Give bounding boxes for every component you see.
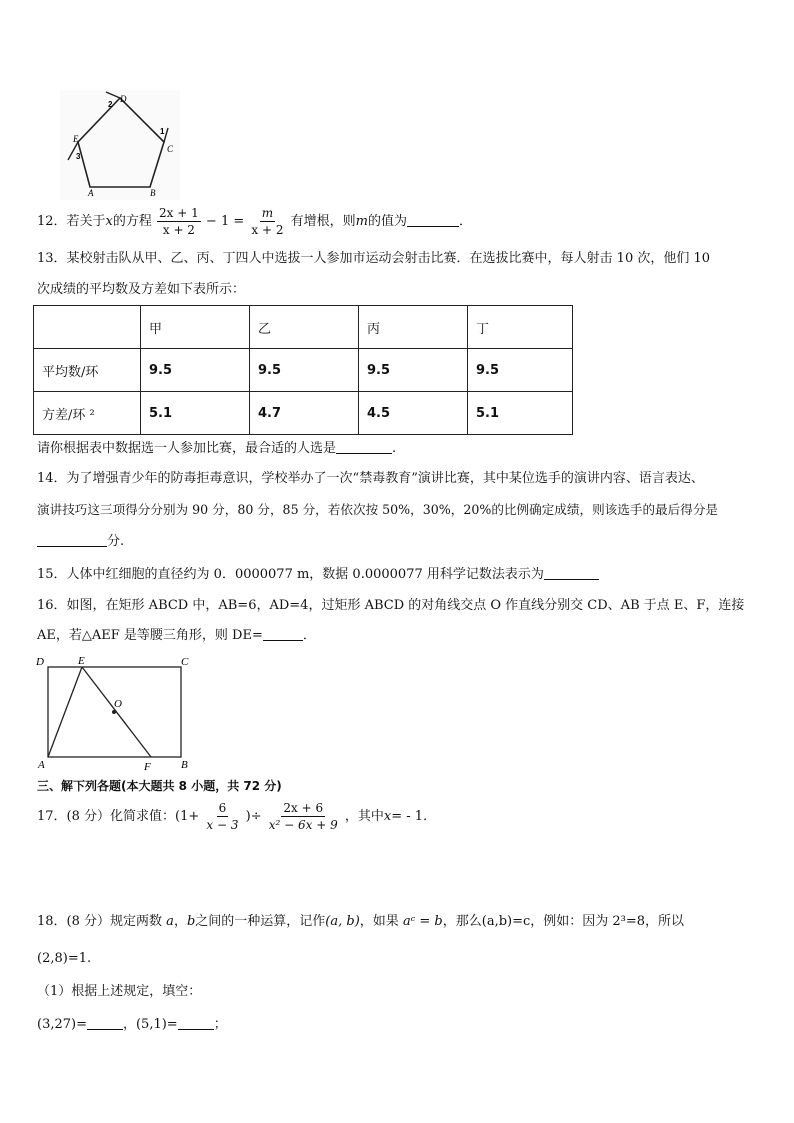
table-header-cell (34, 306, 141, 349)
label-O: O (114, 698, 122, 710)
label-E: E (78, 655, 85, 667)
question-13-line-1: 13．某校射击队从甲、乙、丙、丁四人中选拔一人参加市运动会射击比赛．在选拔比赛中，每人射击 10 次，他们 10 (37, 251, 711, 266)
label-3: 3 (76, 152, 81, 161)
section-heading: 三、解下列各题(本大题共 8 小题，共 72 分) (37, 779, 282, 793)
label-2: 2 (108, 100, 113, 109)
table-header-cell: 甲 (141, 306, 250, 349)
label-C: C (167, 144, 174, 154)
table-header-cell: 丁 (468, 306, 573, 349)
table-header-cell: 丙 (359, 306, 468, 349)
answer-blank-12[interactable] (407, 213, 459, 227)
question-16-line-2: AE，若△AEF 是等腰三角形，则 DE= ． (37, 628, 316, 643)
table-cell: 5.1 (141, 392, 250, 435)
question-15: 15．人体中红细胞的直径约为 0．0000077 m，数据 0.0000077 用科学记数法表示为 (37, 566, 599, 584)
row-label: 平均数/环 (34, 349, 141, 392)
table-cell: 9.5 (468, 349, 573, 392)
label-F: F (144, 761, 151, 773)
table-cell: 9.5 (250, 349, 359, 392)
answer-blank-18b[interactable] (178, 1016, 214, 1030)
question-18-line-4: (3,27)= ，(5,1)= ； (37, 1017, 227, 1032)
question-14-line-1: 14．为了增强青少年的防毒拒毒意识，学校举办了一次“禁毒教育”演讲比赛，其中某位选手的演讲内容、语言表达、 (37, 471, 704, 486)
q12-fraction-1: $\frac{2x + 1}{x + 2}$ (159, 206, 199, 237)
q17-fraction-1: $\frac{6}{x - 3}$ (206, 801, 239, 832)
label-C: C (181, 656, 189, 668)
question-16-line-1: 16．如图，在矩形 ABCD 中，AB=6，AD=4，过矩形 ABCD 的对角线交点 O 作直线分别交 CD、AB 于点 E、F，连接 (37, 598, 745, 613)
row-label: 方差/环 ² (34, 392, 141, 435)
table-cell: 9.5 (359, 349, 468, 392)
answer-blank-14[interactable] (37, 533, 107, 547)
question-13-line-3: 请你根据表中数据选一人参加比赛，最合适的人选是 . (37, 441, 397, 456)
table-cell: 9.5 (141, 349, 250, 392)
label-A: A (88, 188, 94, 198)
pentagon-figure (60, 90, 180, 200)
rectangle-figure (34, 652, 204, 774)
q12-fraction-2: $\frac{m}{x + 2}$ (251, 206, 284, 237)
label-B: B (150, 188, 156, 198)
table-row (34, 349, 573, 392)
q17-fraction-2: $\frac{2x + 6}{\text{x² − 6x + 9}}$ (268, 801, 338, 832)
question-18-line-3: （1）根据上述规定，填空： (37, 984, 202, 999)
question-13-line-2: 次成绩的平均数及方差如下表所示： (37, 282, 246, 297)
question-17: 17．(8 分）化简求值：(1+ $\frac{6}{x - 3}$ )÷ $\frac{2x + 6}{\text{x² − 6x + 9}}$ ，其中x= - 1． (37, 801, 437, 832)
question-18-line-2: (2,8)=1. (37, 951, 92, 966)
table-cell: 5.1 (468, 392, 573, 435)
answer-blank-16[interactable] (263, 627, 303, 641)
label-B: B (181, 759, 188, 771)
question-18-line-1: 18．(8 分）规定两数 a，b之间的一种运算，记作(a, b)，如果 aᶜ = b，那么(a,b)=c，例如：因为 2³=8，所以 (37, 914, 685, 929)
label-1: 1 (160, 127, 165, 136)
answer-blank-13[interactable] (336, 440, 392, 454)
score-table (33, 305, 573, 435)
label-A: A (38, 759, 45, 771)
answer-blank-18a[interactable] (87, 1016, 123, 1030)
table-cell: 4.7 (250, 392, 359, 435)
question-14-line-3: 分. (37, 533, 124, 551)
label-D: D (120, 94, 127, 104)
question-14-line-2: 演讲技巧这三项得分分别为 90 分，80 分，85 分，若依次按 50%，30%，20%的比例确定成绩，则该选手的最后得分是 (37, 502, 719, 517)
question-12: 12．若关于x的方程 $\frac{2x + 1}{x + 2}$ − 1 = $\frac{m}{x + 2}$ 有增根，则m的值为 ． (37, 206, 472, 237)
table-row (34, 392, 573, 435)
label-E: E (73, 134, 79, 144)
table-cell: 4.5 (359, 392, 468, 435)
answer-blank-15[interactable] (544, 566, 599, 580)
table-header-cell: 乙 (250, 306, 359, 349)
table-header-row (34, 306, 573, 349)
label-D: D (36, 656, 44, 668)
